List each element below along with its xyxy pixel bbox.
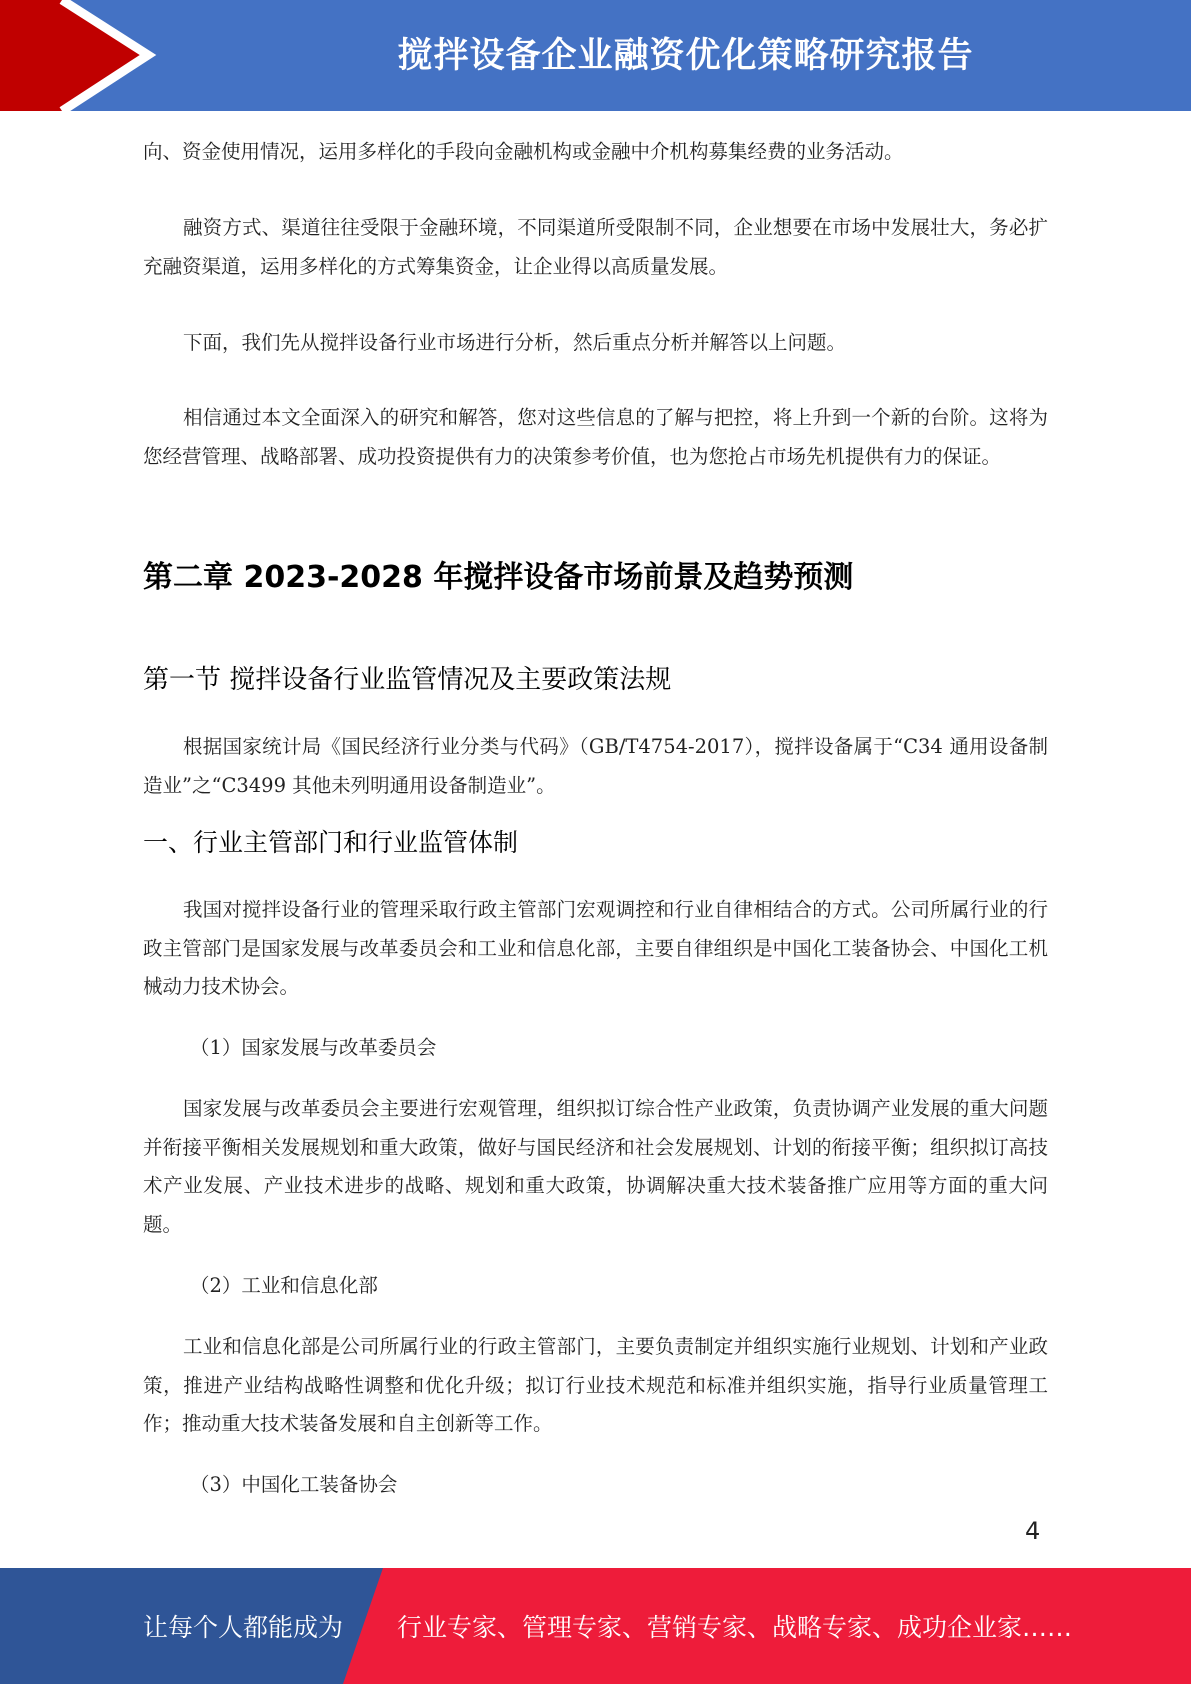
paragraph: 工业和信息化部是公司所属行业的行政主管部门，主要负责制定并组织实施行业规划、计划和产业政策，推进产业结构战略性调整和优化升级；拟订行业技术规范和标准并组织实施，指导行业质量管理工作；推动重大技术装备发展和自主创新等工作。 — [143, 1335, 1048, 1435]
header-arrow-decoration — [0, 0, 240, 111]
paragraph: 根据国家统计局《国民经济行业分类与代码》（GB/T4754-2017），搅拌设备属于“C34 通用设备制造业”之“C3499 其他未列明通用设备制造业”。 — [143, 735, 1048, 797]
paragraph: 相信通过本文全面深入的研究和解答，您对这些信息的了解与把控，将上升到一个新的台阶。这将为您经营管理、战略部署、成功投资提供有力的决策参考价值，也为您抢占市场先机提供有力的保证。 — [143, 406, 1048, 468]
page-footer — [0, 1568, 1191, 1684]
paragraph: 下面，我们先从搅拌设备行业市场进行分析，然后重点分析并解答以上问题。 — [183, 331, 847, 354]
paragraph: 融资方式、渠道往往受限于金融环境，不同渠道所受限制不同，企业想要在市场中发展壮大，务必扩充融资渠道，运用多样化的方式筹集资金，让企业得以高质量发展。 — [143, 216, 1048, 278]
page-number: 4 — [1025, 1517, 1041, 1545]
footer-slogan: 让每个人都能成为 — [143, 1613, 344, 1642]
page-header — [0, 0, 1191, 111]
section-heading: 第一节 搅拌设备行业监管情况及主要政策法规 — [143, 665, 672, 695]
list-item-heading: （1）国家发展与改革委员会 — [190, 1036, 437, 1059]
paragraph: 向、资金使用情况，运用多样化的手段向金融机构或金融中介机构募集经费的业务活动。 — [143, 140, 904, 163]
report-title: 搅拌设备企业融资优化策略研究报告 — [397, 35, 974, 76]
chapter-heading: 第二章 2023-2028 年搅拌设备市场前景及趋势预测 — [143, 560, 854, 595]
subsection-heading: 一、行业主管部门和行业监管体制 — [143, 828, 519, 857]
footer-roles: 行业专家、管理专家、营销专家、战略专家、成功企业家…… — [397, 1613, 1073, 1642]
paragraph: 国家发展与改革委员会主要进行宏观管理，组织拟订综合性产业政策，负责协调产业发展的重大问题并衔接平衡相关发展规划和重大政策，做好与国民经济和社会发展规划、计划的衔接平衡；组织拟订高技术产业发展、产业技术进步的战略、规划和重大政策，协调解决重大技术装备推广应用等方面的重大问题。 — [143, 1097, 1048, 1236]
paragraph: 我国对搅拌设备行业的管理采取行政主管部门宏观调控和行业自律相结合的方式。公司所属行业的行政主管部门是国家发展与改革委员会和工业和信息化部，主要自律组织是中国化工装备协会、中国化工机械动力技术协会。 — [143, 898, 1048, 998]
list-item-heading: （3）中国化工装备协会 — [190, 1473, 398, 1496]
list-item-heading: （2）工业和信息化部 — [190, 1274, 378, 1297]
